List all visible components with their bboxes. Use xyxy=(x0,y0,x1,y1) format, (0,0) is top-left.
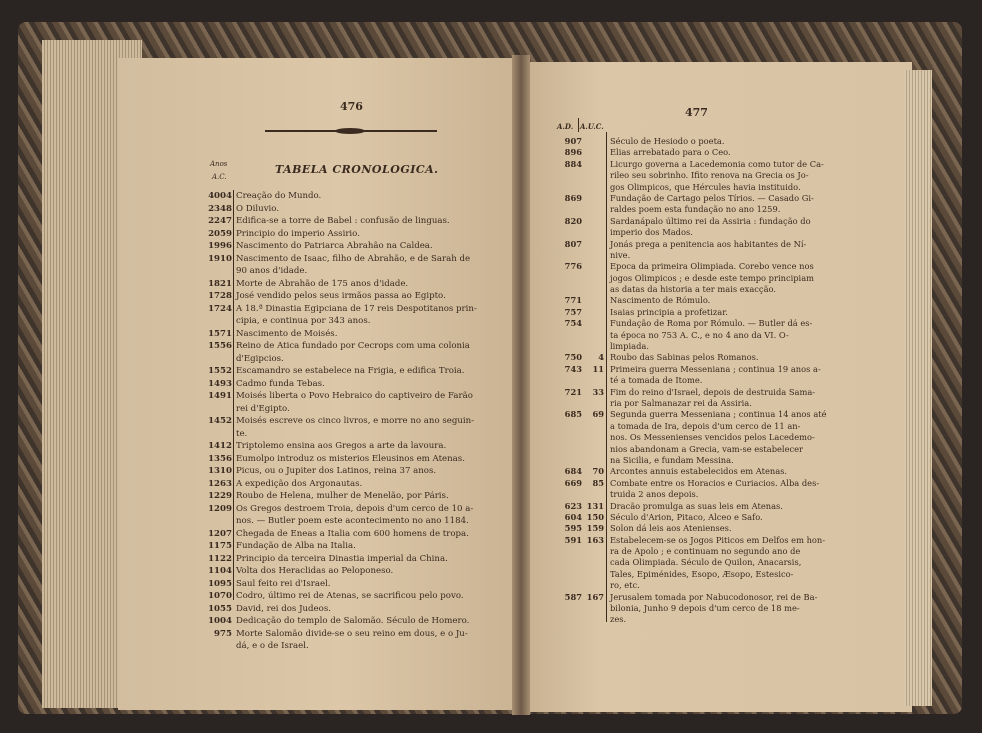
year-auc-cell: 33 xyxy=(592,386,604,397)
table-row xyxy=(196,640,506,653)
left-page-number: 476 xyxy=(340,100,363,113)
table-row xyxy=(546,501,866,512)
year-auc-cell: 11 xyxy=(592,363,604,374)
event-cell: Creação do Mundo. xyxy=(236,191,322,201)
table-row xyxy=(196,453,506,466)
year-ad-cell: 757 xyxy=(564,306,582,317)
table-row xyxy=(546,387,866,398)
table-row xyxy=(196,440,506,453)
table-row xyxy=(546,466,866,477)
table-row xyxy=(546,284,866,295)
year-ad-cell: 820 xyxy=(564,215,582,226)
event-cell: nos. Os Messenienses vencidos pelos Lacedemo- xyxy=(610,432,815,443)
year-ad-cell: 684 xyxy=(564,466,582,477)
book-gutter xyxy=(512,55,530,715)
year-cell: 1552 xyxy=(208,366,232,376)
table-row xyxy=(196,415,506,428)
year-cell: 1996 xyxy=(208,241,232,251)
event-cell: 90 anos d'idade. xyxy=(236,266,308,276)
table-row xyxy=(546,569,866,580)
table-row xyxy=(196,328,506,341)
event-cell: Arcontes annuis estabelecidos em Atenas. xyxy=(610,466,788,477)
event-cell: nive. xyxy=(610,249,631,260)
table-row xyxy=(196,390,506,403)
year-cell: 1491 xyxy=(208,391,232,401)
table-row xyxy=(546,261,866,272)
year-cell: 1556 xyxy=(208,341,232,351)
event-cell: Dracão promulga as suas leis em Atenas. xyxy=(610,500,783,511)
event-cell: imperio dos Mados. xyxy=(610,227,693,238)
table-row xyxy=(546,170,866,181)
event-cell: A expedição dos Argonautas. xyxy=(236,478,363,489)
table-row xyxy=(196,215,506,228)
table-row xyxy=(196,515,506,528)
year-ad-cell: 669 xyxy=(564,477,582,488)
table-row xyxy=(546,295,866,306)
event-cell: truida 2 anos depois. xyxy=(610,489,699,500)
year-cell: 1821 xyxy=(208,278,232,289)
event-cell: nos. — Butler poem este acontecimento no ano 1184. xyxy=(236,516,469,526)
header-divider xyxy=(578,118,579,132)
year-ad-cell: 587 xyxy=(564,591,582,602)
table-row xyxy=(196,565,506,578)
event-cell: Nascimento do Patriarca Abrahão na Caldea. xyxy=(236,241,433,251)
year-ad-cell: 604 xyxy=(564,511,582,522)
year-ad-cell: 869 xyxy=(564,192,582,203)
event-cell: Eumolpo introduz os misterios Eleusinos em Atenas. xyxy=(236,453,465,464)
table-row xyxy=(546,580,866,591)
table-row xyxy=(546,398,866,409)
event-cell: bilonia, Junho 9 depois d'um cerco de 18 me- xyxy=(610,603,800,614)
year-ad-cell: 907 xyxy=(564,136,582,146)
event-cell: Chegada de Eneas a Italia com 600 homens de tropa. xyxy=(236,528,469,539)
year-cell: 1122 xyxy=(208,553,232,564)
year-ad-cell: 623 xyxy=(564,500,582,511)
table-row xyxy=(196,378,506,391)
year-cell: 1070 xyxy=(208,591,232,601)
table-row xyxy=(546,227,866,238)
table-row xyxy=(546,147,866,158)
event-cell: dá, e o de Israel. xyxy=(236,641,309,651)
page-edges-right xyxy=(904,70,932,706)
event-cell: Nascimento de Isaac, filho de Abrahão, e de Sarah de xyxy=(236,253,471,264)
event-cell: Sardanápalo último rei da Assiria : fundação do xyxy=(610,215,811,226)
event-cell: David, rei dos Judeos. xyxy=(236,603,331,614)
table-row xyxy=(196,203,506,216)
table-row xyxy=(546,523,866,534)
year-auc-cell: 167 xyxy=(586,591,604,602)
table-row xyxy=(196,628,506,641)
event-cell: Moisés liberta o Povo Hebraico do captiveiro de Farão xyxy=(236,391,473,401)
year-cell: 975 xyxy=(214,628,232,639)
event-cell: Primeira guerra Messeniana ; continua 19 anos a- xyxy=(610,363,821,374)
event-cell: Saul feito rei d'Israel. xyxy=(236,578,331,589)
year-cell: 1728 xyxy=(208,291,232,301)
table-row xyxy=(546,273,866,284)
table-row xyxy=(196,540,506,553)
year-cell: 1724 xyxy=(208,303,232,314)
event-cell: José vendido pelos seus irmãos passa ao Egipto. xyxy=(236,291,446,301)
year-cell: 1571 xyxy=(208,328,232,339)
year-ad-cell: 754 xyxy=(564,318,582,329)
year-ad-cell: 750 xyxy=(564,352,582,363)
event-cell: Triptolemo ensina aos Gregos a arte da lavoura. xyxy=(236,441,447,451)
year-auc-cell: 4 xyxy=(598,352,604,363)
table-row xyxy=(196,340,506,353)
year-auc-cell: 85 xyxy=(592,477,604,488)
event-cell: Fundação de Alba na Italia. xyxy=(236,541,356,551)
table-row xyxy=(546,364,866,375)
year-auc-cell: 159 xyxy=(586,523,604,534)
event-cell: Tales, Epiménides, Esopo, Æsopo, Estesico- xyxy=(610,568,794,579)
event-cell: Isaias principia a profetizar. xyxy=(610,306,728,317)
event-cell: jogos Olimpicos ; e desde este tempo principiam xyxy=(610,272,815,283)
year-cell: 1207 xyxy=(208,528,232,539)
header-auc: A.U.C. xyxy=(580,122,604,131)
year-ad-cell: 721 xyxy=(564,386,582,397)
table-row xyxy=(196,578,506,591)
event-cell: zes. xyxy=(610,614,627,625)
event-cell: Epoca da primeira Olimpiada. Corebo vence nos xyxy=(610,261,814,272)
event-cell: Volta dos Heraclidas ao Peloponeso. xyxy=(236,566,394,576)
table-row xyxy=(546,478,866,489)
event-cell: as datas da historia a ter mais exacção. xyxy=(610,284,777,295)
year-ad-cell: 896 xyxy=(564,147,582,158)
event-cell: gos Olimpicos, que Hércules havia instituido. xyxy=(610,181,801,192)
year-auc-cell: 70 xyxy=(592,466,604,477)
year-cell: 1452 xyxy=(208,416,232,426)
year-cell: 1004 xyxy=(208,616,232,626)
event-cell: Jerusalem tomada por Nabucodonosor, rei de Ba- xyxy=(610,591,818,602)
year-ad-cell: 771 xyxy=(564,295,582,306)
event-cell: ra de Apolo ; e continuam no segundo ano de xyxy=(610,546,801,557)
year-cell: 1263 xyxy=(208,478,232,489)
table-row xyxy=(196,478,506,491)
event-cell: Principio do imperio Assirio. xyxy=(236,228,360,239)
year-cell: 1356 xyxy=(208,453,232,464)
event-cell: limpiada. xyxy=(610,341,649,352)
year-auc-cell: 163 xyxy=(586,534,604,545)
event-cell: rei d'Egipto. xyxy=(236,403,290,414)
table-row xyxy=(546,409,866,420)
event-cell: Picus, ou o Jupiter dos Latinos, reina 37 anos. xyxy=(236,466,437,476)
right-page-number: 477 xyxy=(685,106,708,119)
table-row xyxy=(546,182,866,193)
year-cell: 1209 xyxy=(208,503,232,514)
event-cell: Codro, último rei de Atenas, se sacrificou pelo povo. xyxy=(236,591,464,601)
year-cell: 1910 xyxy=(208,253,232,264)
year-ad-cell: 685 xyxy=(564,409,582,420)
event-cell: O Diluvio. xyxy=(236,203,280,214)
table-row xyxy=(546,159,866,170)
table-row xyxy=(196,403,506,416)
event-cell: Combate entre os Horacios e Curiacios. Alba des- xyxy=(610,477,820,488)
event-cell: Escamandro se estabelece na Frigia, e edifica Troia. xyxy=(236,366,465,376)
table-row xyxy=(196,315,506,328)
table-row xyxy=(546,375,866,386)
year-ad-cell: 743 xyxy=(564,363,582,374)
event-cell: Nascimento de Moisés. xyxy=(236,328,338,339)
table-row xyxy=(546,546,866,557)
table-row xyxy=(196,278,506,291)
table-row xyxy=(196,228,506,241)
year-cell: 4004 xyxy=(208,191,232,201)
table-title: TABELA CRONOLOGICA. xyxy=(275,163,439,176)
table-row xyxy=(196,490,506,503)
table-row xyxy=(546,614,866,625)
event-cell: Licurgo governa a Lacedemonia como tutor de Ca- xyxy=(610,158,824,169)
right-chronology-table xyxy=(546,136,866,626)
table-row xyxy=(196,253,506,266)
year-ad-cell: 807 xyxy=(564,238,582,249)
event-cell: raldes poem esta fundação no ano 1259. xyxy=(610,204,781,215)
event-cell: d'Egipcios. xyxy=(236,353,284,364)
event-cell: Século d'Arion, Pitaco, Alceo e Safo. xyxy=(610,511,763,522)
table-row xyxy=(196,265,506,278)
table-row xyxy=(196,303,506,316)
table-row xyxy=(546,204,866,215)
event-cell: Fundação de Cartago pelos Tírios. — Casado Gi- xyxy=(610,192,814,203)
event-cell: Estabelecem-se os Jogos Piticos em Delfos em hon- xyxy=(610,534,826,545)
year-ad-cell: 776 xyxy=(564,261,582,272)
left-chronology-table xyxy=(196,190,506,653)
event-cell: cipia, e continua por 343 anos. xyxy=(236,316,371,326)
event-cell: ta época no 753 A. C., e no 4 ano da VI. O- xyxy=(610,329,789,340)
table-row xyxy=(196,465,506,478)
table-row xyxy=(546,318,866,329)
year-cell: 1095 xyxy=(208,578,232,589)
event-cell: Os Gregos destroem Troia, depois d'um cerco de 10 a- xyxy=(236,503,474,514)
table-row xyxy=(546,592,866,603)
years-header-ac: A.C. xyxy=(212,173,227,181)
table-row xyxy=(546,352,866,363)
header-ad: A.D. xyxy=(557,122,574,131)
event-cell: Nascimento de Rómulo. xyxy=(610,295,711,306)
year-cell: 1175 xyxy=(208,541,232,551)
event-cell: Dedicação do templo de Salomão. Século de Homero. xyxy=(236,616,470,626)
table-row xyxy=(546,193,866,204)
table-row xyxy=(546,216,866,227)
event-cell: Edifica-se a torre de Babel : confusão de linguas. xyxy=(236,216,450,226)
year-cell: 1055 xyxy=(208,603,232,614)
event-cell: Roubo de Helena, mulher de Menelão, por Páris. xyxy=(236,491,449,501)
year-cell: 1104 xyxy=(208,566,232,576)
event-cell: na Sicilia, e fundam Messina. xyxy=(610,454,734,465)
year-ad-cell: 591 xyxy=(564,534,582,545)
event-cell: Elias arrebatado para o Ceo. xyxy=(610,147,731,158)
table-row xyxy=(546,341,866,352)
table-row xyxy=(546,557,866,568)
table-row xyxy=(546,239,866,250)
event-cell: nios abandonam a Grecia, vam-se estabelecer xyxy=(610,443,804,454)
table-row xyxy=(196,290,506,303)
table-row xyxy=(546,603,866,614)
year-cell: 2348 xyxy=(208,203,232,214)
event-cell: Morte Salomão divide-se o seu reino em dous, e o Ju- xyxy=(236,628,468,639)
table-row xyxy=(196,240,506,253)
event-cell: Solon dá leis aos Atenienses. xyxy=(610,523,732,534)
event-cell: ro, etc. xyxy=(610,580,640,591)
event-cell: Morte de Abrahão de 175 anos d'idade. xyxy=(236,278,409,289)
ornamental-rule xyxy=(265,130,437,132)
table-row xyxy=(546,444,866,455)
event-cell: te. xyxy=(236,428,248,439)
event-cell: té a tomada de Itome. xyxy=(610,375,703,386)
table-row xyxy=(196,553,506,566)
table-row xyxy=(546,512,866,523)
table-row xyxy=(196,615,506,628)
table-row xyxy=(196,528,506,541)
year-auc-cell: 150 xyxy=(586,511,604,522)
event-cell: ria por Salmanazar rei da Assiria. xyxy=(610,397,752,408)
event-cell: rileo seu sobrinho. Ifito renova na Grecia os Jo- xyxy=(610,170,809,181)
year-cell: 1310 xyxy=(208,466,232,476)
table-row xyxy=(196,428,506,441)
event-cell: Roubo das Sabinas pelos Romanos. xyxy=(610,352,759,363)
table-row xyxy=(546,535,866,546)
event-cell: Jonás prega a penitencia aos habitantes de Ní- xyxy=(610,238,807,249)
table-row xyxy=(546,455,866,466)
year-cell: 2247 xyxy=(208,216,232,226)
year-cell: 1493 xyxy=(208,378,232,389)
table-row xyxy=(196,603,506,616)
year-cell: 2059 xyxy=(208,228,232,239)
event-cell: Reino de Atica fundado por Cecrops com uma colonia xyxy=(236,341,470,351)
event-cell: Fundação de Roma por Rómulo. — Butler dá es- xyxy=(610,318,813,329)
event-cell: Moisés escreve os cinco livros, e morre no ano seguin- xyxy=(236,416,475,426)
table-row xyxy=(546,432,866,443)
table-row xyxy=(196,353,506,366)
event-cell: Fim do reino d'Israel, depois de destruida Sama- xyxy=(610,386,816,397)
event-cell: cada Olimpiada. Século de Quilon, Anacarsis, xyxy=(610,557,802,568)
event-cell: Cadmo funda Tebas. xyxy=(236,378,325,389)
year-auc-cell: 131 xyxy=(586,500,604,511)
year-cell: 1229 xyxy=(208,491,232,501)
event-cell: a tomada de Ira, depois d'um cerco de 11 an- xyxy=(610,420,801,431)
table-row xyxy=(546,307,866,318)
year-ad-cell: 884 xyxy=(564,158,582,169)
event-cell: A 18.ª Dinastia Egipciana de 17 reis Despotitanos prin- xyxy=(236,303,477,314)
event-cell: Século de Hesiodo o poeta. xyxy=(610,136,725,146)
table-row xyxy=(546,489,866,500)
table-row xyxy=(546,250,866,261)
table-row xyxy=(196,365,506,378)
table-row xyxy=(546,136,866,147)
table-row xyxy=(546,330,866,341)
years-header-anos: Anos xyxy=(210,160,228,168)
year-cell: 1412 xyxy=(208,441,232,451)
year-ad-cell: 595 xyxy=(564,523,582,534)
event-cell: Principio da terceira Dinastia imperial da China. xyxy=(236,553,448,564)
year-auc-cell: 69 xyxy=(592,409,604,420)
table-row xyxy=(196,190,506,203)
table-row xyxy=(196,590,506,603)
event-cell: Segunda guerra Messeniana ; continua 14 anos até xyxy=(610,409,827,420)
table-row xyxy=(546,421,866,432)
table-row xyxy=(196,503,506,516)
